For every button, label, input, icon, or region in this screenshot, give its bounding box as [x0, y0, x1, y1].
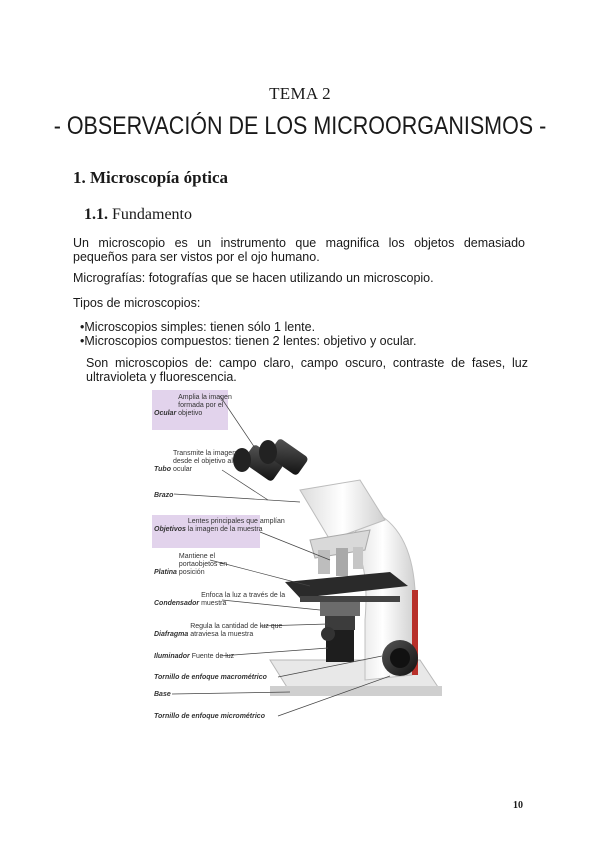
label-base: Base [154, 691, 171, 698]
microscope-figure [150, 390, 460, 730]
topic-number: TEMA 2 [269, 84, 331, 103]
subsection-heading [84, 206, 192, 224]
label-macrometrico: Tornillo de enfoque macrométrico [154, 674, 267, 681]
section-title: Microscopía óptica [90, 168, 229, 187]
paragraph-micrographs: Micrografías: fotografías que se hacen utilizando un microscopio. [73, 271, 434, 285]
label-micrometrico: Tornillo de enfoque micrométrico [154, 713, 265, 720]
label-tubo: Tubo Transmite la imagen desde el objetivo al ocular [154, 450, 237, 473]
list-item: •Microscopios simples: tienen sólo 1 lente. [80, 320, 316, 334]
label-platina: Platina Mantiene el portaobjetos en posición [154, 553, 228, 576]
subsection-title: Fundamento [112, 206, 192, 223]
label-iluminador: Iluminador Fuente de luz [154, 653, 235, 660]
paragraph-kinds: Son microscopios de: campo claro, campo oscuro, contraste de fases, luz ultravioleta y fluorescencia. [86, 356, 528, 384]
bullet-list [80, 320, 417, 348]
section-number: 1. [73, 168, 86, 187]
paragraph-definition: Un microscopio es un instrumento que magnifica los objetos demasiado pequeños para ser vistos por el ojo humano. [73, 236, 525, 264]
subsection-number: 1.1. [84, 206, 108, 223]
paragraph-types: Tipos de microscopios: [73, 296, 201, 310]
page-title: - OBSERVACIÓN DE LOS MICROORGANISMOS - [53, 112, 547, 140]
label-objetivos: Objetivos Lentes principales que amplían la imagen de la muestra [154, 518, 285, 533]
list-item: •Microscopios compuestos: tienen 2 lentes: objetivo y ocular. [80, 334, 417, 348]
label-ocular: Ocular Amplia la imagen formada por el objetivo [154, 394, 232, 417]
page-number: 10 [513, 800, 523, 811]
label-brazo: Brazo [154, 492, 174, 499]
label-diafragma: Diafragma Regula la cantidad de luz que atraviesa la muestra [154, 623, 283, 638]
section-heading [73, 168, 228, 188]
label-condensador: Condensador Enfoca la luz a través de la muestra [154, 592, 286, 607]
